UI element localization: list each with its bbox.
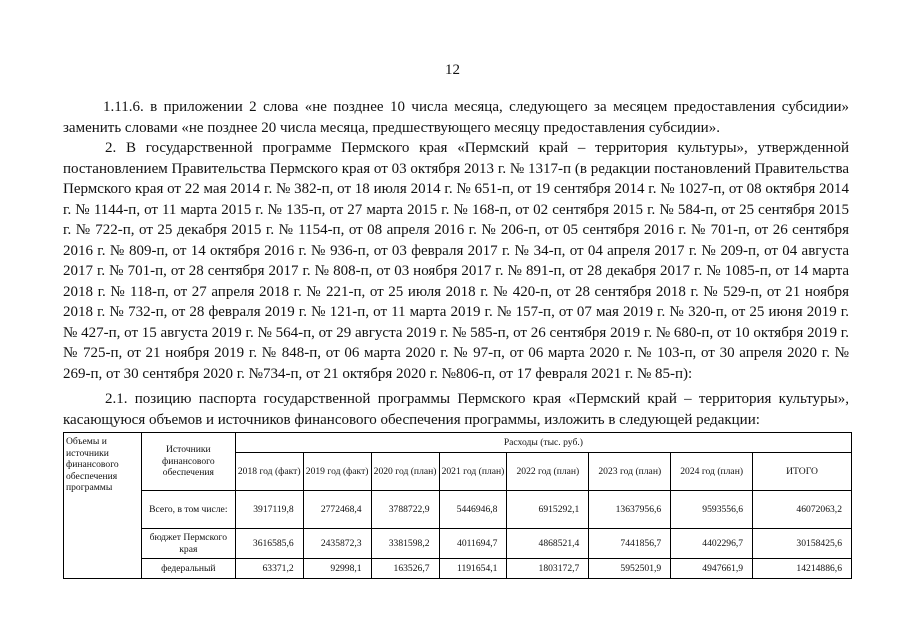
value-cell: 4947661,9 <box>671 559 753 579</box>
paragraph-1-11-6: 1.11.6. в приложении 2 слова «не позднее 10 числа месяца, следующего за месяцем предоставления субсидии» заменить словами «не позднее 20 числа месяца, предшествующего месяцу предоставления субсидии». <box>63 99 849 136</box>
page-number: 12 <box>445 62 460 78</box>
column-header: 2021 год (план) <box>439 453 507 491</box>
column-header: ИТОГО <box>753 453 852 491</box>
column-header: 2022 год (план) <box>507 453 589 491</box>
column-header: 2018 год (факт) <box>235 453 303 491</box>
source-cell: федеральный <box>141 559 235 579</box>
value-cell: 92998,1 <box>303 559 371 579</box>
value-cell: 1803172,7 <box>507 559 589 579</box>
value-cell: 7441856,7 <box>589 529 671 559</box>
value-cell: 4011694,7 <box>439 529 507 559</box>
value-cell: 5446946,8 <box>439 491 507 529</box>
value-cell: 3917119,8 <box>235 491 303 529</box>
value-cell: 2772468,4 <box>303 491 371 529</box>
value-cell: 4868521,4 <box>507 529 589 559</box>
value-cell: 3616585,6 <box>235 529 303 559</box>
value-cell: 5952501,9 <box>589 559 671 579</box>
value-cell: 46072063,2 <box>753 491 852 529</box>
column-header: 2019 год (факт) <box>303 453 371 491</box>
expenses-header: Расходы (тыс. руб.) <box>235 433 851 453</box>
value-cell: 1191654,1 <box>439 559 507 579</box>
value-cell: 9593556,6 <box>671 491 753 529</box>
value-cell: 6915292,1 <box>507 491 589 529</box>
source-cell: Всего, в том числе: <box>141 491 235 529</box>
paragraph-2: 2. В государственной программе Пермского края «Пермский край – территория культуры», утвержденной постановлением Правительства Пермского края от 03 октября 2013 г. № 1317-п (в редакции постановлений Правительства Пермского края от 22 мая 2014 г. № 382-п, от 18 июля 2014 г. № 651-п, от 19 сентября 2014 г. № 1027-п, от 08 октября 2014 г. № 1144-п, от 11 марта 2015 г. № 135-п, от 27 марта 2015 г. № 168-п, от 02 сентября 2015 г. № 584-п, от 25 сентября 2015 г. № 722-п, от 25 декабря 2015 г. № 1154-п, от 08 апреля 2016 г. № 206-п, от 05 сентября 2016 г. № 701-п, от 26 сентября 2016 г. № 809-п, от 14 октября 2016 г. № 936-п, от 03 февраля 2017 г. № 34-п, от 04 апреля 2017 г. № 209-п, от 04 августа 2017 г. № 701-п, от 28 сентября 2017 г. № 808-п, от 03 ноября 2017 г. № 891-п, от 28 декабря 2017 г. № 1085-п, от 14 марта 2018 г. № 118-п, от 27 апреля 2018 г. № 221-п, от 25 июля 2018 г. № 420-п, от 28 сентября 2018 г. № 529-п, от 21 ноября 2018 г. № 732-п, от 28 февраля 2019 г. № 121-п, от 11 марта 2019 г. № 157-п, от 07 мая 2019 г. № 320-п, от 25 июня 2019 г. № 427-п, от 15 августа 2019 г. № 564-п, от 29 августа 2019 г. № 585-п, от 26 сентября 2019 г. № 680-п, от 10 октября 2019 г. № 725-п, от 21 ноября 2019 г. № 848-п, от 06 марта 2020 г. № 97-п, от 06 марта 2020 г. № 103-п, от 30 апреля 2020 г. № 269-п, от 30 сентября 2020 г. №734-п, от 21 октября 2020 г. №806-п, от 17 февраля 2021 г. № 85-п): <box>63 140 849 382</box>
table-row <box>64 529 852 559</box>
value-cell: 2435872,3 <box>303 529 371 559</box>
paragraph-2-1: 2.1. позицию паспорта государственной программы Пермского края «Пермский край – территория культуры», касающуюся объемов и источников финансового обеспечения программы, изложить в следующей редакции: <box>63 391 849 428</box>
column-header: 2020 год (план) <box>371 453 439 491</box>
value-cell: 3788722,9 <box>371 491 439 529</box>
value-cell: 63371,2 <box>235 559 303 579</box>
table-row <box>64 559 852 579</box>
column-header: 2024 год (план) <box>671 453 753 491</box>
column-header: 2023 год (план) <box>589 453 671 491</box>
table-row <box>64 491 852 529</box>
financing-table <box>63 432 852 579</box>
value-cell: 13637956,6 <box>589 491 671 529</box>
table-row-label: Объемы и источники финансового обеспечения программы <box>64 433 142 579</box>
value-cell: 163526,7 <box>371 559 439 579</box>
source-cell: бюджет Пермского края <box>141 529 235 559</box>
value-cell: 3381598,2 <box>371 529 439 559</box>
value-cell: 4402296,7 <box>671 529 753 559</box>
value-cell: 14214886,6 <box>753 559 852 579</box>
value-cell: 30158425,6 <box>753 529 852 559</box>
sources-header: Источники финансового обеспечения <box>141 433 235 491</box>
